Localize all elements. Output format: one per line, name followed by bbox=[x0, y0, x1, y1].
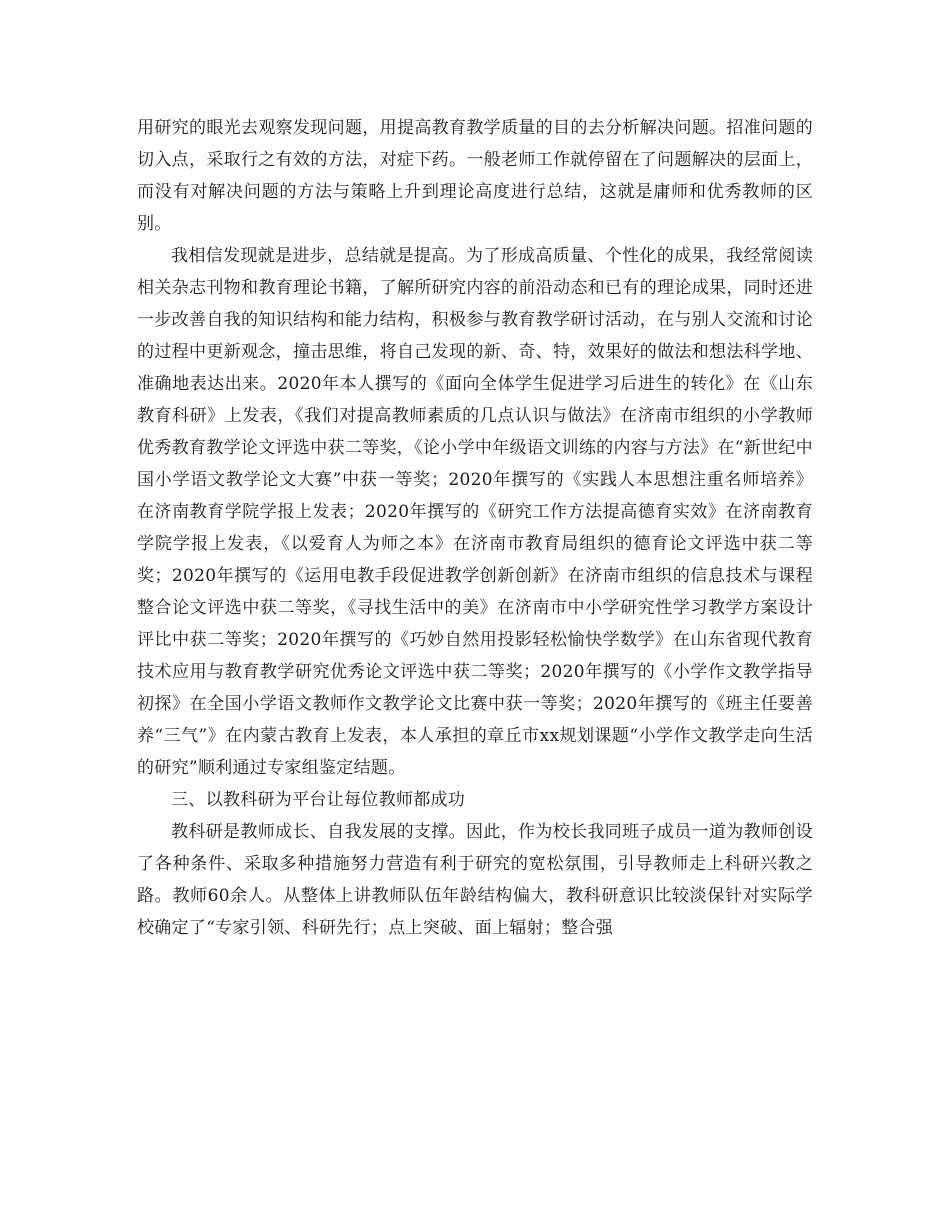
paragraph-research-platform: 教科研是教师成长、自我发展的支撑。因此，作为校长我同班子成员一道为教师创设了各种条件、采取多种措施努力营造有利于研究的宽松氛围，引导教师走上科研兴教之路。教师60余人。从整体上讲教师队伍年龄结构偏大，教科研意识比较淡保针对实际学校确定了“专家引领、科研先行；点上突破、面上辐射；整合强 bbox=[137, 822, 813, 938]
section-heading: 三、以教科研为平台让每位教师都成功 bbox=[171, 790, 466, 810]
paragraph-achievements: 我相信发现就是进步，总结就是提高。为了形成高质量、个性化的成果，我经常阅读相关杂志刊物和教育理论书籍，了解所研究内容的前沿动态和已有的理论成果，同时还进一步改善自我的知识结构和能力结构，积极参与教育教学研讨活动，在与别人交流和讨论的过程中更新观念，撞击思维，将自己发现的新、奇、特，效果好的做法和想法科学地、准确地表达出来。2020年本人撰写的《面向全体学生促进学习后进生的转化》在《山东教育科研》上发表，《我们对提高教师素质的几点认识与做法》在济南市组织的小学教师优秀教育教学论文评选中获二等奖，《论小学中年级语文训练的内容与方法》在“新世纪中国小学语文教学论文大赛”中获一等奖；2020年撰写的《实践人本思想注重名师培养》在济南教育学院学报上发表；2020年撰写的《研究工作方法提高德育实效》在济南教育学院学报上发表，《以爱育人为师之本》在济南市教育局组织的德育论文评选中获二等奖；2020年撰写的《运用电教手段促进教学创新创新》在济南市组织的信息技术与课程整合论文评选中获二等奖，《寻找生活中的美》在济南市中小学研究性学习教学方案设计评比中获二等奖；2020年撰写的《巧妙自然用投影轻松愉快学数学》在山东省现代教育技术应用与教育教学研究优秀论文评选中获二等奖；2020年撰写的《小学作文教学指导初探》在全国小学语文教师作文教学论文比赛中获一等奖；2020年撰写的《班主任要善养“三气”》在内蒙古教育上发表，本人承担的章丘市xx规划课题“小学作文教学走向生活的研究”顺利通过专家组鉴定结题。 bbox=[137, 246, 813, 778]
paragraph-continuation: 用研究的眼光去观察发现问题，用提高教育教学质量的目的去分析解决问题。招准问题的切入点，采取行之有效的方法，对症下药。一般老师工作就停留在了问题解决的层面上，而没有对解决问题的方法与策略上升到理论高度进行总结，这就是庸师和优秀教师的区别。 bbox=[137, 118, 813, 234]
document-body bbox=[137, 112, 813, 944]
